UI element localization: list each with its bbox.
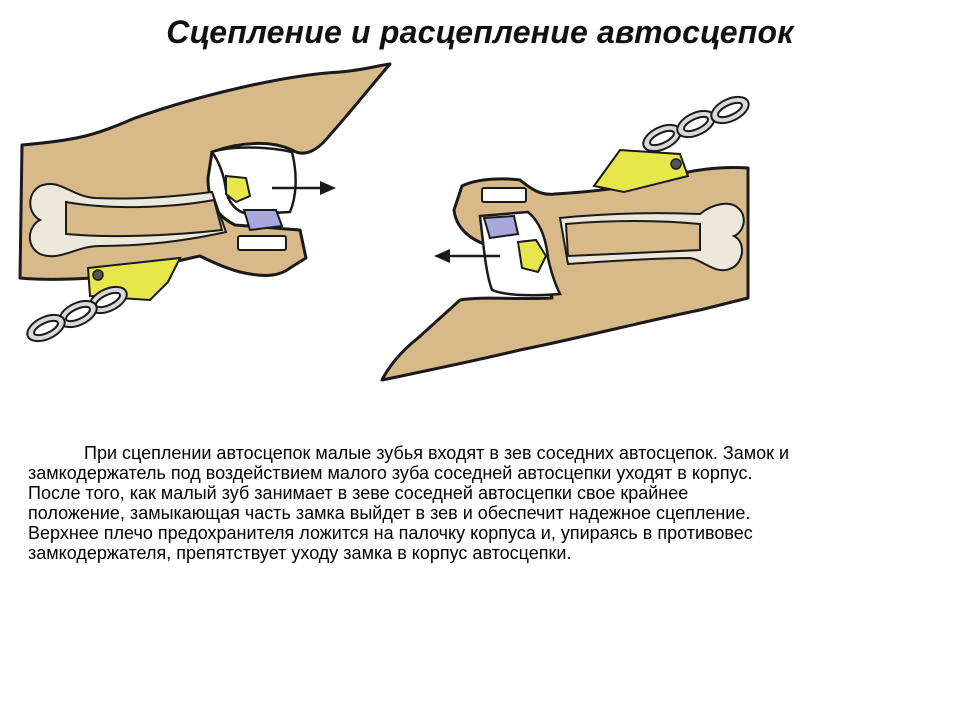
left-coupler-lock bbox=[226, 176, 250, 202]
right-coupler-lock-holder bbox=[484, 216, 518, 238]
left-coupler-chain bbox=[23, 282, 131, 347]
left-coupler bbox=[20, 64, 390, 346]
paragraph-line: замкодержателя, препятствует уходу замка в корпус автосцепки. bbox=[28, 543, 572, 563]
right-coupler-chain bbox=[639, 92, 753, 157]
slide-title: Сцепление и расцепление автосцепок bbox=[166, 14, 794, 50]
right-coupler bbox=[382, 92, 753, 380]
right-coupler-body bbox=[382, 167, 748, 380]
description-paragraph bbox=[28, 443, 928, 563]
paragraph-line: После того, как малый зуб занимает в зеве соседней автосцепки свое крайнее bbox=[28, 483, 689, 503]
paragraph-line: При сцеплении автосцепок малые зубья входят в зев соседних автосцепок. Замок и bbox=[84, 443, 790, 463]
left-coupler-slot bbox=[238, 236, 286, 250]
paragraph-line: замкодержатель под воздействием малого зуба соседней автосцепки уходят в корпус. bbox=[28, 463, 753, 483]
paragraph-line: Верхнее плечо предохранителя ложится на палочку корпуса и, упираясь в противовес bbox=[28, 523, 753, 543]
paragraph-line: положение, замыкающая часть замка выйдет в зев и обеспечит надежное сцепление. bbox=[28, 503, 751, 523]
left-coupler-lock-holder bbox=[244, 210, 282, 230]
left-coupler-jaw bbox=[212, 148, 296, 215]
right-coupler-slot bbox=[482, 188, 526, 202]
